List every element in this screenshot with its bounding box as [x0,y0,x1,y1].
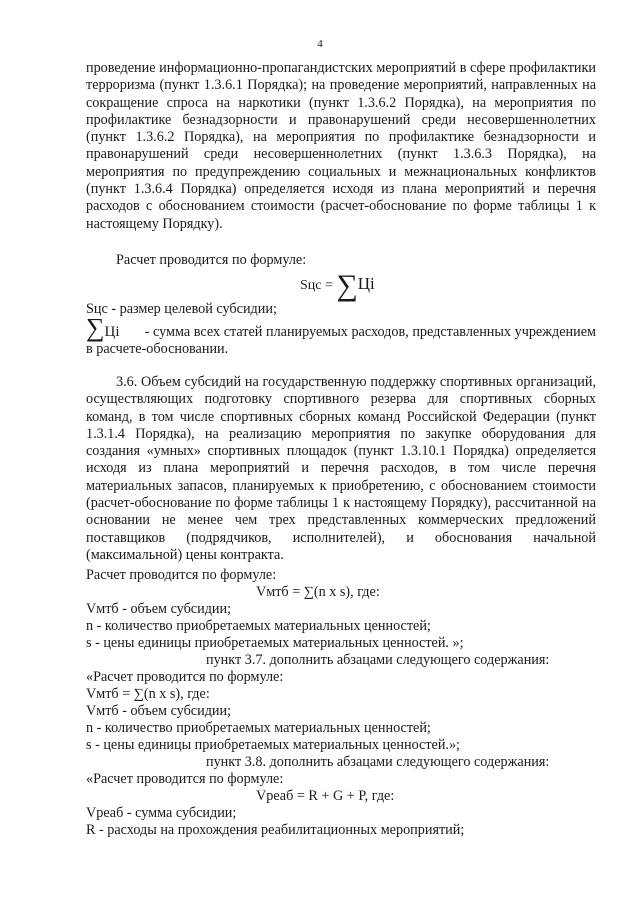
point-3-7-n: n - количество приобретаемых материальных ценностей; [86,720,431,736]
point-3-8-v: Vреаб - сумма субсидии; [86,805,237,821]
definition-n: n - количество приобретаемых материальных ценностей; [86,618,431,634]
point-3-7-formula: Vмтб = ∑(n x s), где: [86,686,210,702]
point-3-7-intro: пункт 3.7. дополнить абзацами следующего содержания: [206,652,550,668]
point-3-7-s: s - цены единицы приобретаемых материальных ценностей.»; [86,737,461,753]
point-3-8-calc: «Расчет проводится по формуле: [86,771,284,787]
definition-sigma [86,313,597,359]
formula-vmtb: Vмтб = ∑(n x s), где: [256,584,380,600]
point-3-7-v: Vмтб - объем субсидии; [86,703,232,719]
sigma-symbol: ∑ [86,313,105,342]
calc-formula-label-2: Расчет проводится по формуле: [86,567,277,583]
point-3-8-formula: Vреаб = R + G + P, где: [256,788,395,804]
sigma-ci: Цi [104,324,120,340]
definition-vmtb: Vмтб - объем субсидии; [86,601,232,617]
page-number: 4 [317,38,323,50]
formula-subsidy-sum [300,269,375,302]
point-3-8-r: R - расходы на прохождения реабилитационных мероприятий; [86,822,465,838]
point-3-8-intro: пункт 3.8. дополнить абзацами следующего содержания: [206,754,550,770]
definition-s: Sцс - размер целевой субсидии; [86,301,277,317]
formula-ci: Цi [357,274,375,293]
formula-lhs: Sцс = [300,278,333,293]
sigma-description: - сумма всех статей планируемых расходов, представленных учреждением в расчете-обосновании. [86,324,597,358]
paragraph-3-6: 3.6. Объем субсидий на государственную поддержку спортивных организаций, осуществляющих подготовку спортивного резерва для спортивных сборных команд, в том числе спортивных сборных команд Российской Федерации (пункт 1.3.1.4 Порядка), на реализацию мероприятия по закупке оборудования для создания «умных» спортивных площадок (пункт 1.3.10.1 Порядка) определяется исходя из плана мероприятий и перечня расходов, в том числе перечня материальных запасов, планируемых к приобретению, с обоснованием стоимости (расчет-обоснование по форме таблицы 1 к настоящему Порядку), рассчитанной на основании не менее чем трех представленных коммерческих предложений поставщиков (подрядчиков, исполнителей), и обоснования начальной (максимальной) цены контракта. [86,374,596,563]
point-3-7-calc: «Расчет проводится по формуле: [86,669,284,685]
sigma-symbol: ∑ [336,269,358,302]
calc-formula-label: Расчет проводится по формуле: [116,252,307,268]
definition-s2: s - цены единицы приобретаемых материальных ценностей. »; [86,635,464,651]
paragraph-prevention-events: проведение информационно-пропагандистских мероприятий в сфере профилактики терроризма (пункт 1.3.6.1 Порядка); на проведение мероприятий, направленных на сокращение спроса на наркотики (пункт 1.3.6.2 Порядка), на мероприятия по профилактике безнадзорности и правонарушений среди несовершеннолетних (пункт 1.3.6.2 Порядка), на мероприятия по профилактике безнадзорности и правонарушений среди несовершеннолетних (пункт 1.3.6.3 Порядка), на мероприятия по предупреждению социальных и межнациональных конфликтов (пункт 1.3.6.4 Порядка) определяется исходя из плана мероприятий и перечня расходов с обоснованием стоимости (расчет-обоснование по форме таблицы 1 к настоящему Порядку). [86,60,596,232]
